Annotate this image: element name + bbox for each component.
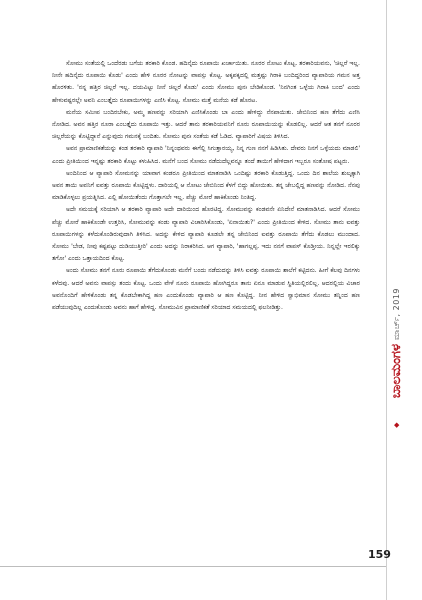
page-number: 159	[368, 548, 391, 561]
paragraph: ಅದೇ ಸಮಯಕ್ಕೆ ಸರಿಯಾಗಿ ಆ ತರಕಾರಿ ವ್ಯಾಪಾರಿ ಅದೇ ದಾರಿಯಿಂದ ಹೊರಟಿದ್ದ. ಸೋಮುವನ್ನು ಕಂಡವನೇ ಏನಿದೇನೆ ಮಾತನಾಡಿಸಿದ. ಆದರೆ ಸೋಮು ಪೆಚ್ಚು ಮೋರೆ ಹಾಕಿಕೊಂಡೇ ಉತ್ತರಿಸಿ, ಸೋಮುವನ್ನು ಕಂಡು ವ್ಯಾಪಾರಿ ವಿಚಾರಿಸಿಕೊಂಡು, 'ಏನಾಯಿತು?' ಎಂದು ಪ್ರೀತಿಯಿಂದ ಕೇಳಿದ. ಸೋಮು ತಾನು ಐವತ್ತು ರೂಪಾಯಿಗಳನ್ನು ಕಳೆದುಕೊಂಡಿರುವುದಾಗಿ ತಿಳಿಸಿದ. ಅದನ್ನು ಕೇಳಿದ ವ್ಯಾಪಾರಿ ಕೂಡಲೇ ತನ್ನ ಜೇಬಿನಿಂದ ಐವತ್ತು ರೂಪಾಯಿ ತೆಗೆದು ಕೊಡಲು ಮುಂದಾದ. ಸೋಮು 'ಬೇಡ, ನೀವು ಕಷ್ಟಪಟ್ಟು ದುಡಿಯುತ್ತೀರಿ' ಎಂದು ಅದನ್ನು ನಿರಾಕರಿಸಿದ. ಆಗ ವ್ಯಾಪಾರಿ, 'ಹಾಗಲ್ಲಪ್ಪ. ಇದು ನನಗೆ ವಾಪಸ್ ಕೊಡ್ತೀಯ. ನಿನ್ನಲ್ಲೇ ಇರಲಿಕ್ಕು ತಗೋ' ಎಂದು ಒತ್ತಾಯದಿಂದ ಕೊಟ್ಟ.	[52, 206, 360, 263]
diamond-ornament-icon: ◆	[394, 421, 400, 429]
footer-rule	[0, 566, 386, 567]
paragraph: ಮನೆಯ ಸಮೀಪ ಬಂದಿರಬೇಕು, ಅಮ್ಮ ಹಣವನ್ನು ಸರಿಯಾಗಿ ಎಣಿಸಿಕೊಂಡು ಬಾ ಎಂದು ಹೇಳಿದ್ದು ನೆನಪಾಯಿತು. ಜೇಬಿನಿಂದ ಹಣ ತೆಗೆದು ಎಣಿಸಿ ನೋಡಿದ. ಅವನ ಹತ್ತಿರ ನೂರಾ ಎಂಬತ್ತೈದು ರೂಪಾಯಿ ಇತ್ತು. ಆದರೆ ತಾನು ತರಕಾರಿಯವನಿಗೆ ನೂರು ರೂಪಾಯಿಯನ್ನು ಕೊಡಲಿಲ್ಲ. ಆದರೆ ಆತ ತನಗೆ ನೂರರ ಚಿಲ್ಲರೆಯನ್ನು ಕೊಟ್ಟಿದ್ದಾನೆ ಎನ್ನುವುದು ಗಮನಕ್ಕೆ ಬಂದಿತು. ಸೋಮು ಪುನಃ ಸಂತೆಯ ಕಡೆ ಓಡಿದ. ವ್ಯಾಪಾರಿಗೆ ವಿಷಯ ತಿಳಿಸಿದ.	[52, 108, 360, 141]
paragraph: ಅಂದು ಸೋಮು ತನಗೆ ನೂರು ರೂಪಾಯಿ ತೆಗೆದುಕೊಂಡು ಮನೆಗೆ ಬಂದು ನಡೆದುದನ್ನು ತಿಳಿಸಿ ಐವತ್ತು ರೂಪಾಯಿ ಶಾಲೆಗೆ ಕಟ್ಟಿದನು. ಹೀಗೆ ಕೆಲವು ದಿನಗಳು ಕಳೆದವು. ಆದರೆ ಅವನು ವಾಪಸ್ಸು ತಂದು ಕೊಟ್ಟ. ಒಂದು ವೇಳೆ ನೂರು ರೂಪಾಯಿ ಹೋಗಿದ್ದರೂ ತಾನು ಏನೂ ಮಾಡುವ ಸ್ಥಿತಿಯಲ್ಲಿರಲಿಲ್ಲ. ಆದರಲ್ಲಿಯ ವಿಚಾರ ಅವನೊಂದಿಗೆ ಹೇಳಿಕೊಂಡು ತನ್ನ ಕೊಡಬೇಕಾಗಿದ್ದ ಹಣ ಎಂದುಕೊಂಡು ವ್ಯಾಪಾರಿ ಆ ಹಣ ಕೊಟ್ಟಿದ್ದ. ನೀನ ಹೇಳಿದ ಸ್ವಾಭಿಮಾನ ಸೋಮು ತನ್ನಿಂದ ಹಣ ಪಡೆಯುವುದಿಲ್ಲ ಎಂದುಕೊಂಡು ಅವನು ಹಾಗೆ ಹೇಳಿದ್ದ. ಸೋಮುವಿನ ಪ್ರಾಮಾಣಿಕತೆ ಸರಿಯಾದ ಸಮಯದಲ್ಲಿ ಫಲನೀಡಿತ್ತು.	[52, 267, 360, 312]
paragraph: ಸೋಮು ಸಂತೆಯಲ್ಲಿ ಒಂದೆರಡು ಬಗೆಯ ತರಕಾರಿ ಕೊಂಡ. ಹದಿನೈದು ರೂಪಾಯಿ ಖರ್ಚಾಯಿತು. ನೂರರ ನೋಟು ಕೊಟ್ಟ. ತರಕಾರಿಯವನು, 'ಚಿಲ್ಲರೆ ಇಲ್ಲ. ನೀನೇ ಹದಿನೈದು ರೂಪಾಯಿ ಕೊಡು' ಎಂದು ಹೇಳಿ ನೂರರ ನೋಟನ್ನು ವಾಪಸ್ಸು ಕೊಟ್ಟ. ಅಕ್ಕಪಕ್ಕದಲ್ಲಿ ಮತ್ತಷ್ಟು ಗಿರಾಕಿ ಬಂದಿದ್ದರಿಂದ ವ್ಯಾಪಾರಿಯ ಗಮನ ಅತ್ತ ಹೊರಳಿತು. 'ನನ್ನ ಹತ್ತಿರ ಚಿಲ್ಲರೆ ಇಲ್ಲ. ದಯವಿಟ್ಟು ನೀನೆ ಚಿಲ್ಲರೆ ಕೊಡು' ಎಂದು ಸೋಮು ಪುನಃ ಬೇಡಿಕೊಂಡ. 'ನಿನಗಿಂತ ಒಳ್ಳೆಯ ಗಿರಾಕಿ ಬಂದ' ಎಂದು ಹೇಳುವಷ್ಟರಲ್ಲೇ ಅವನಿ ಎಂಬತ್ತೈದು ರೂಪಾಯಿಗಳನ್ನು ಎಣಿಸಿ ಕೊಟ್ಟ. ಸೋಮು ಮತ್ತೆ ಮನೆಯ ಕಡೆ ಹೊರಟ.	[52, 60, 360, 104]
margin-divider	[386, 0, 387, 600]
paragraph: ಅಂದಿನಿಂದ ಆ ವ್ಯಾಪಾರಿ ಸೋಮನನ್ನು ಯಾವಾಗ ಕಂಡರೂ ಪ್ರೀತಿಯಿಂದ ಮಾತನಾಡಿಸಿ ಒಂದಿಷ್ಟು ತರಕಾರಿ ಕೊಡುತ್ತಿದ್ದ. ಒಂದು ದಿನ ಶಾಲೆಯ ಶುಲ್ಕಕ್ಕಾಗಿ ಅವನ ತಾಯಿ ಅವನಿಗೆ ಐವತ್ತು ರೂಪಾಯಿ ಕೊಟ್ಟಿದ್ದಳು. ದಾರಿಯಲ್ಲಿ ಆ ನೋಟು ಜೇಬಿನಿಂದ ಕೆಳಗೆ ಬಿದ್ದು ಹೋಯಿತು. ತನ್ನ ಜೇಬಲ್ಲಿದ್ದ ಹಣವನ್ನು ನೋಡಿದ. ನೆನಪು ಮಾಡಿಕೊಳ್ಳಲು ಪ್ರಯತ್ನಿಸಿದ. ಎಲ್ಲಿ ಹೋಯಿತೆಂದು ಗೊತ್ತಾಗಲೇ ಇಲ್ಲ. ಪೆಚ್ಚು ಮೋರೆ ಹಾಕಿಕೊಂಡು ನಿಂತಿದ್ದ.	[52, 169, 360, 202]
magazine-logo: ಬಾಲಮಂಗಳ	[389, 344, 404, 399]
article-body	[52, 58, 360, 314]
issue-date: ಮಾರ್ಚ್, 2019	[392, 288, 401, 341]
paragraph: ಅವನ ಪ್ರಾಮಾಣಿಕತೆಯನ್ನು ಕಂಡ ತರಕಾರಿ ವ್ಯಾಪಾರಿ 'ನಿನ್ನಂಥವರು ಈಗೆಲ್ಲಿ ಸಿಗುತ್ತಾರಯ್ಯ, ನಿನ್ನ ಗುಣ ನನಗೆ ಹಿಡಿಸಿತು. ದೇವರು ನಿನಗೆ ಒಳ್ಳೆಯದು ಮಾಡಲಿ' ಎಂದು ಪ್ರೀತಿಯಿಂದ ಇನ್ನಷ್ಟು ತರಕಾರಿ ಕೊಟ್ಟು ಕಳುಹಿಸಿದ. ಮನೆಗೆ ಬಂದ ಸೋಮು ನಡೆದುದೆಲ್ಲವನ್ನೂ ತಂದೆ ತಾಯಿಗೆ ಹೇಳಿದಾಗ ಇಬ್ಬರೂ ಸಂತೋಷ ಪಟ್ಟರು.	[52, 145, 360, 165]
